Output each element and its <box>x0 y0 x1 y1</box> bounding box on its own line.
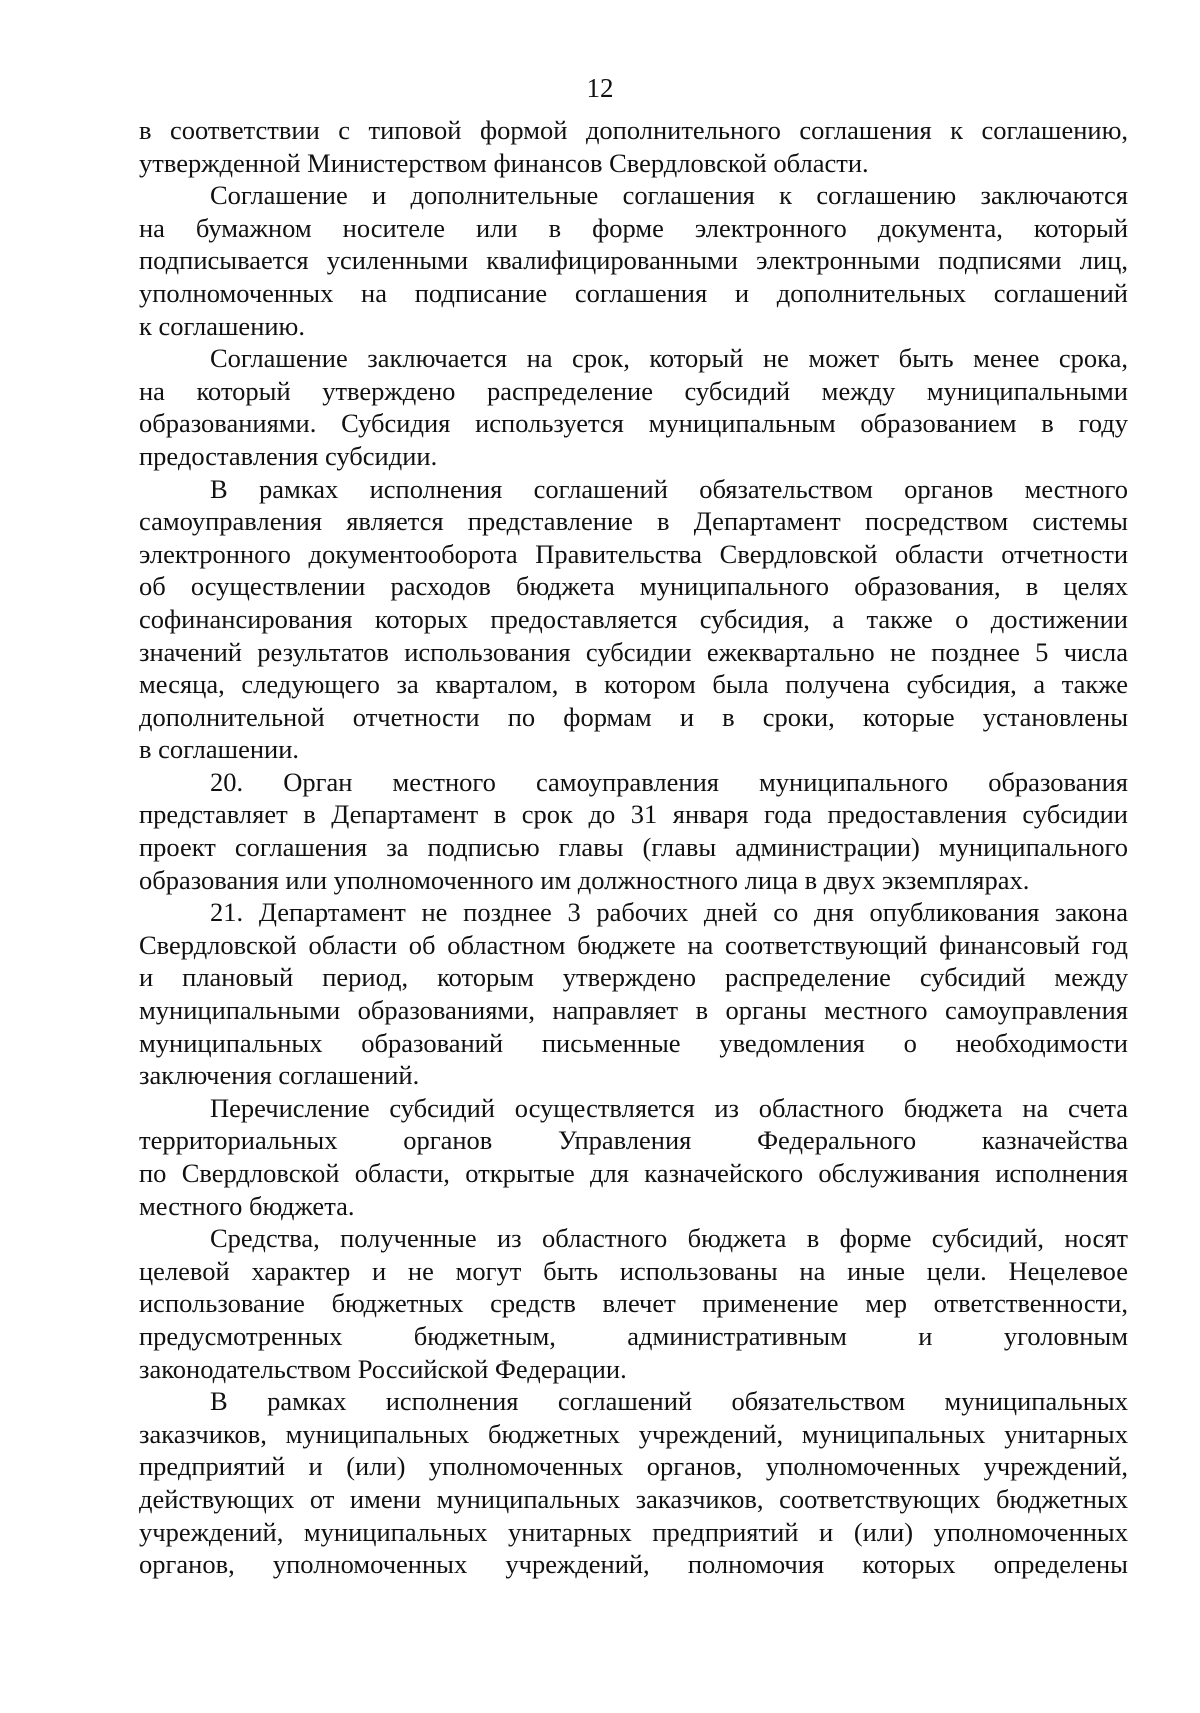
text-line: В рамках исполнения соглашений обязательством муниципальных <box>210 1386 1128 1417</box>
text-line: заключения соглашений. <box>139 1060 420 1091</box>
text-line: предприятий и (или) уполномоченных органов, уполномоченных учреждений, <box>139 1451 1128 1482</box>
text-line: 20. Орган местного самоуправления муниципального образования <box>210 766 1128 797</box>
text-line: Соглашение заключается на срок, который не может быть менее срока, <box>210 343 1128 374</box>
text-line: местного бюджета. <box>139 1190 355 1221</box>
paragraph <box>139 766 1128 896</box>
text-line: в соглашении. <box>139 734 299 765</box>
text-line: проект соглашения за подписью главы (главы администрации) муниципального <box>139 832 1128 863</box>
text-line: на бумажном носителе или в форме электронного документа, который <box>139 212 1128 243</box>
text-line: дополнительной отчетности по формам и в сроки, которые установлены <box>139 701 1128 732</box>
text-line: утвержденной Министерством финансов Свердловской области. <box>139 147 869 178</box>
text-line: значений результатов использования субсидии ежеквартально не позднее 5 числа <box>139 636 1128 667</box>
text-line: заказчиков, муниципальных бюджетных учреждений, муниципальных унитарных <box>139 1418 1128 1449</box>
text-line: уполномоченных на подписание соглашения и дополнительных соглашений <box>139 277 1128 308</box>
text-line: софинансирования которых предоставляется субсидия, а также о достижении <box>139 603 1128 634</box>
text-line: использование бюджетных средств влечет применение мер ответственности, <box>139 1288 1128 1319</box>
text-line: и плановый период, которым утверждено распределение субсидий между <box>139 962 1128 993</box>
text-line: Свердловской области об областном бюджете на соответствующий финансовый год <box>139 929 1128 960</box>
page-number: 12 <box>586 73 614 103</box>
text-line: подписывается усиленными квалифицированными электронными подписями лиц, <box>139 245 1128 276</box>
text-line: месяца, следующего за кварталом, в котором была получена субсидия, а также <box>139 669 1128 700</box>
text-line: Перечисление субсидий осуществляется из областного бюджета на счета <box>210 1092 1128 1123</box>
text-line: самоуправления является представление в Департамент посредством системы <box>139 506 1128 537</box>
document-body <box>139 114 1128 1581</box>
text-line: к соглашению. <box>139 310 305 341</box>
text-line: действующих от имени муниципальных заказчиков, соответствующих бюджетных <box>139 1483 1128 1514</box>
text-line: В рамках исполнения соглашений обязательством органов местного <box>210 473 1128 504</box>
text-line: органов, уполномоченных учреждений, полномочия которых определены <box>139 1549 1128 1580</box>
text-line: законодательством Российской Федерации. <box>139 1353 627 1384</box>
text-line: целевой характер и не могут быть использованы на иные цели. Нецелевое <box>139 1255 1128 1286</box>
text-line: Соглашение и дополнительные соглашения к соглашению заключаются <box>210 180 1128 211</box>
text-line: предусмотренных бюджетным, административным и уголовным <box>139 1320 1128 1351</box>
paragraph <box>139 473 1128 766</box>
paragraph <box>139 1222 1128 1385</box>
text-line: по Свердловской области, открытые для казначейского обслуживания исполнения <box>139 1158 1128 1188</box>
text-line: Средства, полученные из областного бюджета в форме субсидий, носят <box>210 1223 1128 1254</box>
text-line: учреждений, муниципальных унитарных предприятий и (или) уполномоченных <box>139 1516 1128 1547</box>
text-line: электронного документооборота Правительства Свердловской области отчетности <box>139 538 1128 569</box>
text-line: об осуществлении расходов бюджета муниципального образования, в целях <box>139 571 1128 602</box>
paragraph <box>139 179 1128 342</box>
text-line: 21. Департамент не позднее 3 рабочих дней со дня опубликования закона <box>210 897 1128 928</box>
text-line: муниципальных образований письменные уведомления о необходимости <box>139 1027 1128 1058</box>
text-line: представляет в Департамент в срок до 31 января года предоставления субсидии <box>139 799 1128 830</box>
text-line: на который утверждено распределение субсидий между муниципальными <box>139 375 1128 406</box>
text-line: предоставления субсидии. <box>139 440 438 471</box>
text-line: образования или уполномоченного им должностного лица в двух экземплярах. <box>139 864 1030 895</box>
paragraph <box>139 342 1128 472</box>
paragraph <box>139 896 1128 1092</box>
paragraph <box>139 1385 1128 1581</box>
paragraph <box>139 114 1128 179</box>
text-line: в соответствии с типовой формой дополнительного соглашения к соглашению, <box>139 115 1128 145</box>
text-line: образованиями. Субсидия используется муниципальным образованием в году <box>139 408 1128 439</box>
paragraph <box>139 1092 1128 1222</box>
text-line: территориальных органов Управления Федерального казначейства <box>139 1125 1128 1156</box>
text-line: муниципальными образованиями, направляет в органы местного самоуправления <box>139 995 1128 1026</box>
